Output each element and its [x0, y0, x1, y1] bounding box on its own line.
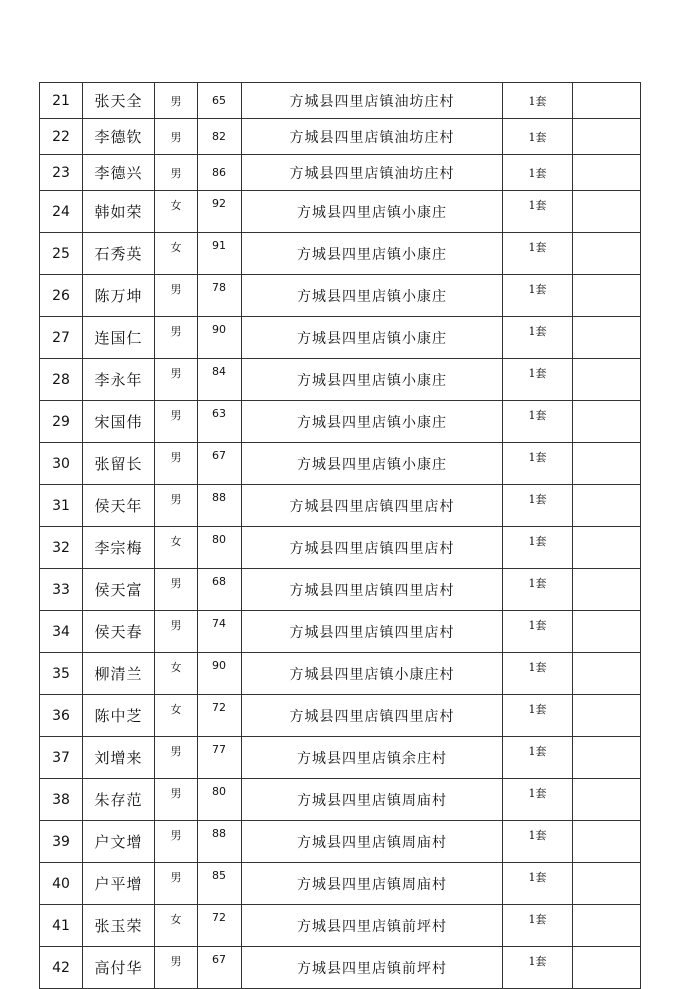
name-cell: 宋国伟	[83, 401, 155, 443]
gender-cell: 男	[155, 863, 198, 905]
age-cell: 90	[198, 653, 242, 695]
row-number-cell: 33	[40, 569, 83, 611]
name-cell: 侯天年	[83, 485, 155, 527]
gender-cell: 男	[155, 611, 198, 653]
age-cell: 65	[198, 83, 242, 119]
remark-cell	[573, 485, 641, 527]
quantity-cell: 1套	[503, 119, 573, 155]
address-cell: 方城县四里店镇小康庄	[242, 191, 503, 233]
age-cell: 92	[198, 191, 242, 233]
table-row	[40, 821, 641, 863]
address-cell: 方城县四里店镇前坪村	[242, 905, 503, 947]
address-cell: 方城县四里店镇油坊庄村	[242, 119, 503, 155]
name-cell: 刘增来	[83, 737, 155, 779]
row-number-cell: 32	[40, 527, 83, 569]
address-cell: 方城县四里店镇四里店村	[242, 527, 503, 569]
table-row	[40, 527, 641, 569]
remark-cell	[573, 83, 641, 119]
name-cell: 侯天富	[83, 569, 155, 611]
row-number-cell: 29	[40, 401, 83, 443]
quantity-cell: 1套	[503, 275, 573, 317]
quantity-cell: 1套	[503, 155, 573, 191]
row-number-cell: 21	[40, 83, 83, 119]
table-row	[40, 485, 641, 527]
remark-cell	[573, 947, 641, 989]
gender-cell: 女	[155, 695, 198, 737]
age-cell: 90	[198, 317, 242, 359]
gender-cell: 男	[155, 779, 198, 821]
address-cell: 方城县四里店镇小康庄	[242, 359, 503, 401]
name-cell: 李德兴	[83, 155, 155, 191]
name-cell: 张玉荣	[83, 905, 155, 947]
gender-cell: 男	[155, 83, 198, 119]
remark-cell	[573, 653, 641, 695]
age-cell: 72	[198, 695, 242, 737]
row-number-cell: 23	[40, 155, 83, 191]
address-cell: 方城县四里店镇周庙村	[242, 779, 503, 821]
row-number-cell: 40	[40, 863, 83, 905]
name-cell: 陈中芝	[83, 695, 155, 737]
age-cell: 84	[198, 359, 242, 401]
address-cell: 方城县四里店镇小康庄	[242, 317, 503, 359]
address-cell: 方城县四里店镇前坪村	[242, 947, 503, 989]
row-number-cell: 27	[40, 317, 83, 359]
address-cell: 方城县四里店镇周庙村	[242, 863, 503, 905]
table-row	[40, 359, 641, 401]
quantity-cell: 1套	[503, 443, 573, 485]
name-cell: 连国仁	[83, 317, 155, 359]
address-cell: 方城县四里店镇油坊庄村	[242, 83, 503, 119]
row-number-cell: 25	[40, 233, 83, 275]
quantity-cell: 1套	[503, 401, 573, 443]
gender-cell: 女	[155, 653, 198, 695]
gender-cell: 男	[155, 317, 198, 359]
age-cell: 91	[198, 233, 242, 275]
name-cell: 侯天春	[83, 611, 155, 653]
remark-cell	[573, 155, 641, 191]
table-row	[40, 191, 641, 233]
gender-cell: 男	[155, 275, 198, 317]
gender-cell: 男	[155, 119, 198, 155]
row-number-cell: 30	[40, 443, 83, 485]
table-row	[40, 233, 641, 275]
age-cell: 78	[198, 275, 242, 317]
remark-cell	[573, 737, 641, 779]
row-number-cell: 39	[40, 821, 83, 863]
remark-cell	[573, 233, 641, 275]
age-cell: 72	[198, 905, 242, 947]
row-number-cell: 36	[40, 695, 83, 737]
remark-cell	[573, 779, 641, 821]
quantity-cell: 1套	[503, 863, 573, 905]
gender-cell: 女	[155, 233, 198, 275]
table-row	[40, 611, 641, 653]
table-row	[40, 317, 641, 359]
address-cell: 方城县四里店镇四里店村	[242, 695, 503, 737]
address-cell: 方城县四里店镇四里店村	[242, 611, 503, 653]
table-row	[40, 275, 641, 317]
remark-cell	[573, 905, 641, 947]
table-row	[40, 401, 641, 443]
quantity-cell: 1套	[503, 191, 573, 233]
age-cell: 63	[198, 401, 242, 443]
address-cell: 方城县四里店镇小康庄	[242, 275, 503, 317]
quantity-cell: 1套	[503, 779, 573, 821]
age-cell: 80	[198, 527, 242, 569]
table-row	[40, 119, 641, 155]
quantity-cell: 1套	[503, 359, 573, 401]
quantity-cell: 1套	[503, 695, 573, 737]
quantity-cell: 1套	[503, 947, 573, 989]
address-cell: 方城县四里店镇小康庄	[242, 233, 503, 275]
remark-cell	[573, 119, 641, 155]
age-cell: 88	[198, 485, 242, 527]
remark-cell	[573, 611, 641, 653]
quantity-cell: 1套	[503, 527, 573, 569]
name-cell: 陈万坤	[83, 275, 155, 317]
table-row	[40, 155, 641, 191]
table-row	[40, 737, 641, 779]
quantity-cell: 1套	[503, 653, 573, 695]
address-cell: 方城县四里店镇油坊庄村	[242, 155, 503, 191]
age-cell: 86	[198, 155, 242, 191]
recipient-table	[39, 82, 641, 989]
name-cell: 李永年	[83, 359, 155, 401]
address-cell: 方城县四里店镇小康庄	[242, 443, 503, 485]
gender-cell: 女	[155, 191, 198, 233]
row-number-cell: 22	[40, 119, 83, 155]
table-row	[40, 569, 641, 611]
age-cell: 80	[198, 779, 242, 821]
table-row	[40, 947, 641, 989]
quantity-cell: 1套	[503, 737, 573, 779]
remark-cell	[573, 863, 641, 905]
address-cell: 方城县四里店镇四里店村	[242, 569, 503, 611]
address-cell: 方城县四里店镇周庙村	[242, 821, 503, 863]
gender-cell: 男	[155, 947, 198, 989]
row-number-cell: 28	[40, 359, 83, 401]
age-cell: 67	[198, 947, 242, 989]
quantity-cell: 1套	[503, 317, 573, 359]
row-number-cell: 38	[40, 779, 83, 821]
remark-cell	[573, 401, 641, 443]
remark-cell	[573, 695, 641, 737]
gender-cell: 男	[155, 443, 198, 485]
remark-cell	[573, 275, 641, 317]
age-cell: 74	[198, 611, 242, 653]
age-cell: 77	[198, 737, 242, 779]
row-number-cell: 37	[40, 737, 83, 779]
gender-cell: 男	[155, 155, 198, 191]
address-cell: 方城县四里店镇小康庄村	[242, 653, 503, 695]
table-row	[40, 905, 641, 947]
address-cell: 方城县四里店镇余庄村	[242, 737, 503, 779]
age-cell: 67	[198, 443, 242, 485]
row-number-cell: 41	[40, 905, 83, 947]
gender-cell: 男	[155, 485, 198, 527]
gender-cell: 男	[155, 737, 198, 779]
row-number-cell: 34	[40, 611, 83, 653]
table-row	[40, 779, 641, 821]
row-number-cell: 26	[40, 275, 83, 317]
age-cell: 88	[198, 821, 242, 863]
row-number-cell: 31	[40, 485, 83, 527]
age-cell: 85	[198, 863, 242, 905]
remark-cell	[573, 191, 641, 233]
table-row	[40, 83, 641, 119]
row-number-cell: 42	[40, 947, 83, 989]
name-cell: 高付华	[83, 947, 155, 989]
age-cell: 82	[198, 119, 242, 155]
gender-cell: 男	[155, 359, 198, 401]
name-cell: 户文增	[83, 821, 155, 863]
remark-cell	[573, 317, 641, 359]
quantity-cell: 1套	[503, 905, 573, 947]
gender-cell: 男	[155, 821, 198, 863]
quantity-cell: 1套	[503, 569, 573, 611]
table-row	[40, 863, 641, 905]
remark-cell	[573, 443, 641, 485]
quantity-cell: 1套	[503, 83, 573, 119]
row-number-cell: 35	[40, 653, 83, 695]
gender-cell: 女	[155, 905, 198, 947]
gender-cell: 男	[155, 569, 198, 611]
name-cell: 朱存范	[83, 779, 155, 821]
remark-cell	[573, 821, 641, 863]
table-row	[40, 653, 641, 695]
quantity-cell: 1套	[503, 233, 573, 275]
address-cell: 方城县四里店镇小康庄	[242, 401, 503, 443]
recipient-table-body	[40, 83, 641, 989]
quantity-cell: 1套	[503, 821, 573, 863]
table-row	[40, 695, 641, 737]
row-number-cell: 24	[40, 191, 83, 233]
address-cell: 方城县四里店镇四里店村	[242, 485, 503, 527]
remark-cell	[573, 527, 641, 569]
quantity-cell: 1套	[503, 611, 573, 653]
age-cell: 68	[198, 569, 242, 611]
gender-cell: 男	[155, 401, 198, 443]
name-cell: 柳清兰	[83, 653, 155, 695]
gender-cell: 女	[155, 527, 198, 569]
name-cell: 石秀英	[83, 233, 155, 275]
name-cell: 张天全	[83, 83, 155, 119]
name-cell: 户平增	[83, 863, 155, 905]
remark-cell	[573, 569, 641, 611]
name-cell: 李宗梅	[83, 527, 155, 569]
name-cell: 李德钦	[83, 119, 155, 155]
name-cell: 张留长	[83, 443, 155, 485]
quantity-cell: 1套	[503, 485, 573, 527]
remark-cell	[573, 359, 641, 401]
name-cell: 韩如荣	[83, 191, 155, 233]
table-row	[40, 443, 641, 485]
